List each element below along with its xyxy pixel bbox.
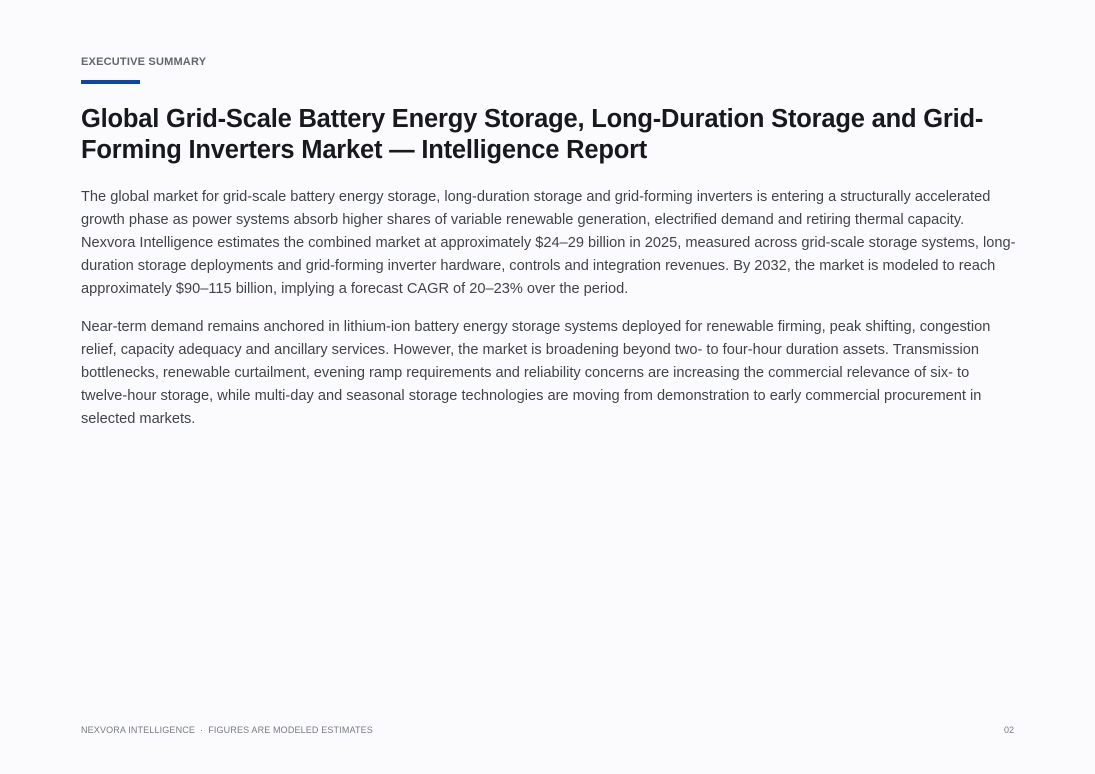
footer-note: FIGURES ARE MODELED ESTIMATES	[208, 725, 373, 735]
page-title: Global Grid-Scale Battery Energy Storage, Long-Duration Storage and Grid-Forming Inverters Market — Intelligence Report	[81, 105, 984, 164]
accent-bar	[81, 80, 140, 84]
report-page	[81, 0, 1016, 774]
summary-paragraph-2: Near-term demand remains anchored in lithium-ion battery energy storage systems deployed for renewable firming, peak shifting, congestion relief, capacity adequacy and ancillary services. However, the market is broadening beyond two- to four-hour duration assets. Transmission bottlenecks, renewable curtailment, evening ramp requirements and reliability concerns are increasing the commercial relevance of six- to twelve-hour storage, while multi-day and seasonal storage technologies are moving from demonstration to early commercial procurement in selected markets.	[81, 319, 991, 427]
summary-paragraph-1: The global market for grid-scale battery energy storage, long-duration storage and grid-forming inverters is entering a structurally accelerated growth phase as power systems absorb higher shares of variable renewable generation, electrified demand and retiring thermal capacity. Nexvora Intelligence estimates the combined market at approximately $24–29 billion in 2025, measured across grid-scale storage systems, long-duration storage deployments and grid-forming inverter hardware, controls and integration revenues. By 2032, the market is modeled to reach approximately $90–115 billion, implying a forecast CAGR of 20–23% over the period.	[81, 189, 1016, 297]
footer-separator: ·	[200, 725, 204, 735]
footer-brand: NEXVORA INTELLIGENCE	[81, 725, 196, 735]
summary-body	[81, 186, 1016, 446]
page-number: 02	[1003, 725, 1014, 735]
footer-credit	[81, 725, 373, 735]
section-label: EXECUTIVE SUMMARY	[81, 56, 207, 68]
